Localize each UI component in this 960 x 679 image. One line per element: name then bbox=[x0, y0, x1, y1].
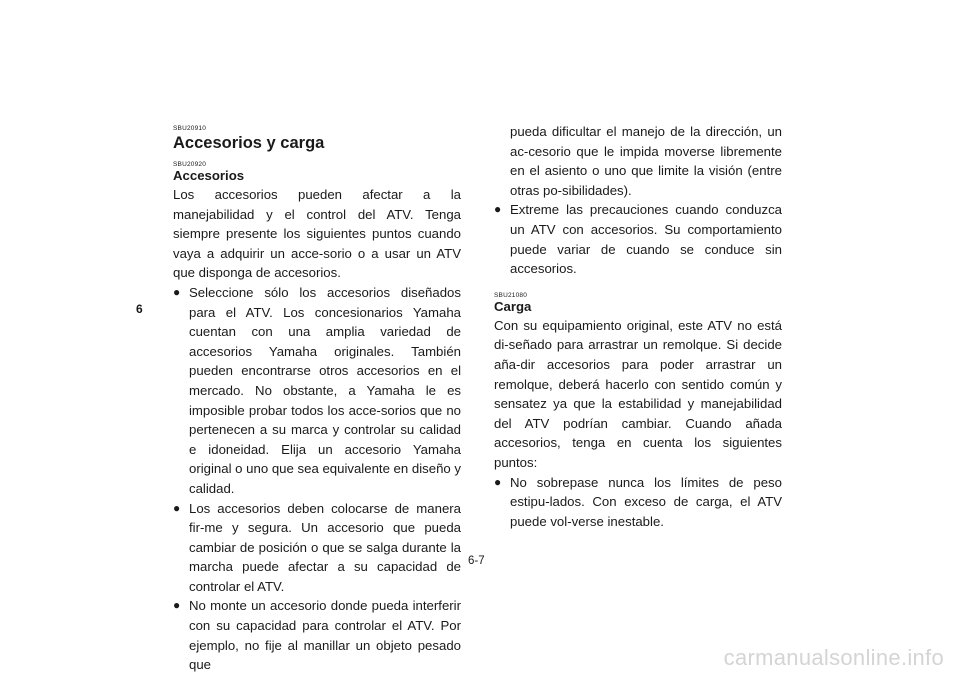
bullet-list bbox=[173, 283, 461, 675]
list-item bbox=[173, 596, 461, 674]
list-item bbox=[173, 499, 461, 597]
subsection-title: Accesorios bbox=[173, 168, 245, 183]
continued-paragraph: pueda dificultar el manejo de la dirección, un ac-cesorio que le impida moverse libremente en el asiento o uno que limite la visión (entre otras po-sibilidades). bbox=[510, 124, 782, 198]
subsection-title: Carga bbox=[494, 298, 532, 314]
right-column bbox=[494, 122, 782, 531]
list-item-text: No sobrepase nunca los límites de peso estipu-lados. Con exceso de carga, el ATV puede vol-verse inestable. bbox=[510, 474, 782, 529]
watermark: carmanualsonline.info bbox=[723, 645, 944, 670]
bullet-icon: ● bbox=[494, 202, 502, 217]
list-item bbox=[494, 473, 782, 532]
section-title: Accesorios y carga bbox=[173, 134, 325, 152]
subsection-code: SBU20920 bbox=[173, 161, 207, 168]
bullet-icon: ● bbox=[173, 284, 181, 299]
subsection-code: SBU21080 bbox=[494, 291, 528, 299]
bullet-icon: ● bbox=[494, 474, 502, 489]
section-code: SBU20910 bbox=[173, 125, 207, 132]
list-item-text: Extreme las precauciones cuando conduzca un ATV con accesorios. Su comportamiento puede variar de cuando se conduce sin accesorios. bbox=[510, 202, 782, 277]
bullet-icon: ● bbox=[173, 598, 181, 613]
list-item-text: Los accesorios deben colocarse de manera fir-me y segura. Un accesorio que pueda cambiar de posición o que se salga durante la marcha puede afectar a su capacidad de controlar el ATV. bbox=[189, 500, 461, 594]
bullet-list bbox=[494, 200, 782, 278]
chapter-tab: 6 bbox=[136, 302, 143, 316]
bullet-list bbox=[494, 473, 782, 532]
load-paragraph: Con su equipamiento original, este ATV no está di-señado para arrastrar un remolque. Si decide aña-dir accesorios para poder arrastrar un remolque, deberá hacerlo con sentido común y sensatez ya que la estabilidad y manejabilidad del ATV podrían cambiar. Cuando añada accesorios, tenga en cuenta los siguientes puntos: bbox=[494, 317, 782, 470]
bullet-icon: ● bbox=[173, 500, 181, 515]
page-number: 6-7 bbox=[468, 555, 485, 567]
list-item bbox=[494, 200, 782, 278]
list-item bbox=[173, 283, 461, 499]
left-column bbox=[173, 125, 461, 675]
list-item-text: Seleccione sólo los accesorios diseñados para el ATV. Los concesionarios Yamaha cuentan con una amplia variedad de accesorios Yamaha originales. También pueden encontrarse otros accesorios en el mercado. No obstante, a Yamaha le es imposible probar todos los acce-sorios que no pertenecen a su marca y controlar su calidad e idoneidad. Elija un accesorio Yamaha original o uno que sea equivalente en diseño y calidad. bbox=[189, 284, 462, 496]
list-item-text: No monte un accesorio donde pueda interferir con su capacidad para controlar el ATV. Por ejemplo, no fije al manillar un objeto pesado que bbox=[189, 598, 461, 673]
intro-paragraph: Los accesorios pueden afectar a la manejabilidad y el control del ATV. Tenga siempre presente los siguientes puntos cuando vaya a adquirir un acce-sorio o a usar un ATV que disponga de accesorios. bbox=[173, 187, 461, 281]
